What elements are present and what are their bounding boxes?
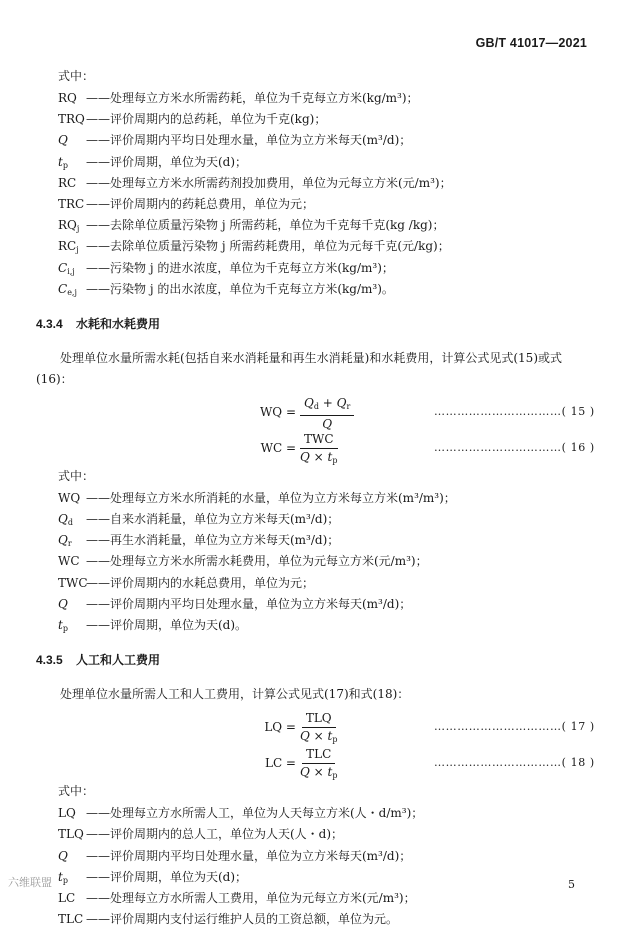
denominator: $Q \times t_p$: [300, 449, 338, 465]
denominator: Q: [322, 416, 333, 431]
section-number: 4.3.5: [36, 653, 63, 668]
fraction: [300, 396, 354, 432]
definition-text: ——处理每立方米水所需水耗费用，单位为元每立方米(元/m³)；: [86, 554, 428, 569]
definition-symbol: TRQ: [58, 112, 85, 127]
definition-text: ——再生水消耗量，单位为立方米每天(m³/d)；: [86, 533, 340, 548]
equation-number: ( 18 ): [561, 756, 595, 770]
definition-symbol: $Q_d$: [58, 512, 73, 528]
section-4-3-4-heading: [36, 316, 596, 332]
definition-item: [58, 596, 596, 617]
definition-list: [36, 90, 596, 302]
definition-list: [36, 490, 596, 638]
definition-text: ——评价周期内平均日处理水量，单位为立方米每天(m³/d)；: [86, 848, 412, 863]
definition-item: [58, 553, 596, 574]
definition-item: [58, 617, 596, 638]
definition-item: [58, 490, 596, 511]
definition-item: [58, 196, 596, 217]
equation-lhs: LQ =: [264, 720, 296, 735]
definition-text: ——处理每立方水所需人工，单位为人天每立方米(人・d/m³)；: [86, 806, 424, 821]
where-label: 式中：: [58, 468, 95, 483]
section-4-3-5-heading: [36, 652, 596, 668]
definition-symbol: WQ: [58, 490, 81, 505]
definition-text: ——污染物 j 的出水浓度，单位为千克每立方米(kg/m³)。: [86, 281, 394, 296]
definition-item: [58, 111, 596, 132]
definition-list: [36, 805, 596, 932]
definition-symbol: $t_p$: [58, 618, 68, 633]
definition-symbol: TLQ: [58, 827, 84, 842]
definition-item: [58, 826, 596, 847]
definition-symbol: $C_{e,j}$: [58, 281, 77, 297]
fraction: [300, 747, 337, 783]
definition-item: [58, 805, 596, 826]
equation-leader: ……………………………( 16 ): [434, 440, 595, 454]
section-title: 水耗和水耗费用: [76, 316, 161, 331]
page-number: 5: [568, 878, 575, 891]
definition-symbol: LC: [58, 890, 76, 905]
equation-number: ( 15 ): [561, 404, 595, 418]
definition-item: [58, 575, 596, 596]
definition-item: [58, 532, 596, 553]
standard-code: GB/T 41017—2021: [475, 36, 587, 50]
paragraph: 处理单位水量所需人工和人工费用，计算公式见式(17)和式(18)：: [60, 687, 410, 702]
equation-lhs: WC =: [260, 440, 296, 455]
definition-item: [58, 238, 596, 259]
definition-text: ——评价周期，单位为天(d)；: [86, 154, 248, 169]
definition-text: ——评价周期内平均日处理水量，单位为立方米每天(m³/d)；: [86, 596, 412, 611]
where-label: 式中：: [58, 69, 95, 83]
definition-item: [58, 848, 596, 869]
definition-item: [58, 260, 596, 281]
definition-symbol: RQ: [58, 91, 77, 105]
watermark-logo: 六维联盟: [8, 876, 52, 889]
definition-item: [58, 90, 596, 111]
definition-symbol: $Q_r$: [58, 533, 72, 549]
numerator: TLC: [302, 747, 335, 764]
definition-text: ——评价周期内的水耗总费用，单位为元；: [86, 575, 315, 590]
fraction: [300, 711, 337, 747]
definition-text: ——评价周期内的总人工，单位为人天(人・d)；: [86, 827, 344, 842]
definition-symbol: Q: [58, 133, 68, 148]
definition-text: ——处理每立方米水所消耗的水量，单位为立方米每立方米(m³/m³)；: [86, 490, 456, 505]
definition-symbol: $C_{i,j}$: [58, 260, 75, 276]
section-title: 人工和人工费用: [76, 653, 161, 668]
where-label: 式中：: [58, 784, 95, 799]
equation-leader: ……………………………( 17 ): [434, 720, 595, 734]
definition-symbol: TLC: [58, 912, 84, 927]
definition-text: ——评价周期内的总药耗，单位为千克(kg)；: [86, 112, 327, 127]
section-number: 4.3.4: [36, 316, 63, 331]
definition-text: ——评价周期内平均日处理水量，单位为立方米每天(m³/d)；: [86, 133, 412, 148]
definition-item: [58, 281, 596, 302]
page-content: [36, 68, 596, 932]
denominator: $Q \times t_p$: [300, 765, 338, 781]
definition-symbol: Q: [58, 596, 68, 611]
definition-symbol: TRC: [58, 196, 85, 211]
definition-symbol: LQ: [58, 806, 76, 821]
definition-text: ——污染物 j 的进水浓度，单位为千克每立方米(kg/m³)；: [86, 260, 394, 275]
definition-text: ——去除单位质量污染物 j 所需药耗，单位为千克每千克(kg /kg)；: [86, 218, 445, 233]
equation-lhs: WQ =: [259, 404, 296, 419]
numerator: $Q_d + Q_r$: [300, 396, 354, 416]
definition-item: [58, 911, 596, 932]
definition-item: [58, 890, 596, 911]
fraction: [300, 432, 338, 468]
equation-leader: ……………………………( 15 ): [434, 404, 595, 418]
definition-symbol: WC: [58, 554, 80, 569]
paragraph: 处理单位水量所需水耗(包括自来水消耗量和再生水消耗量)和水耗费用，计算公式见式(15)或式(16)：: [36, 350, 562, 386]
definition-symbol: $RC_j$: [58, 239, 79, 255]
numerator: TLQ: [302, 711, 336, 728]
equation-lhs: LC =: [264, 756, 296, 771]
equation-17: [36, 711, 596, 747]
definition-symbol: Q: [58, 848, 68, 863]
equation-leader: ……………………………( 18 ): [434, 756, 595, 770]
equation-number: ( 17 ): [561, 720, 595, 734]
definition-symbol: RC: [58, 175, 77, 190]
equation-number: ( 16 ): [561, 440, 595, 454]
definition-item: [58, 511, 596, 532]
definition-text: ——评价周期，单位为天(d)；: [86, 869, 248, 884]
definition-text: ——自来水消耗量，单位为立方米每天(m³/d)；: [86, 512, 340, 527]
definition-item: [58, 869, 596, 890]
equation-18: [36, 747, 596, 783]
definition-item: [58, 175, 596, 196]
definition-item: [58, 132, 596, 153]
numerator: TWC: [300, 432, 338, 449]
definition-item: [58, 217, 596, 238]
definition-text: ——去除单位质量污染物 j 所需药耗费用，单位为元每千克(元/kg)；: [86, 239, 450, 254]
definition-text: ——处理每立方米水所需药耗，单位为千克每立方米(kg/m³)；: [86, 91, 419, 105]
definition-symbol: $t_p$: [58, 154, 68, 170]
equation-15: [36, 396, 596, 432]
definition-item: [58, 154, 596, 175]
definition-text: ——处理每立方米水所需药剂投加费用，单位为元每立方米(元/m³)；: [86, 175, 452, 190]
definition-text: ——评价周期内的药耗总费用，单位为元；: [86, 196, 315, 211]
definition-symbol: TWC: [58, 575, 88, 590]
definition-symbol: $t_p$: [58, 869, 68, 885]
definition-text: ——评价周期内支付运行维护人员的工资总额，单位为元。: [86, 912, 399, 927]
definition-symbol: $RQ_j$: [58, 218, 80, 234]
definition-text: ——评价周期，单位为天(d)。: [86, 618, 248, 632]
denominator: $Q \times t_p$: [300, 729, 338, 745]
definition-text: ——处理每立方水所需人工费用，单位为元每立方米(元/m³)；: [86, 890, 416, 905]
equation-16: [36, 432, 596, 468]
